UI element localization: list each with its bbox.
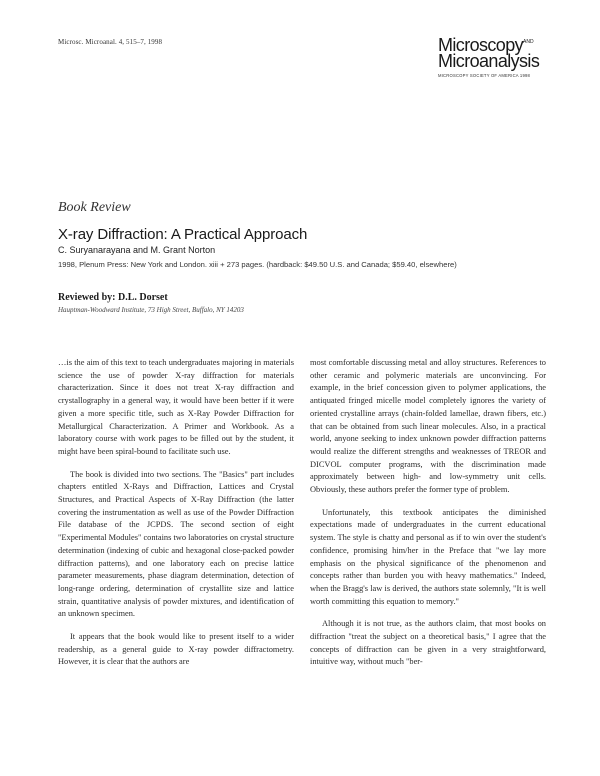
section-label: Book Review <box>58 200 131 215</box>
paragraph: …is the aim of this text to teach undergraduates majoring in materials science the use of powder X-ray diffraction for materials characterization. Since it does not treat X-ray diffraction and crystallography in a general way, it would have been better if it were given a more specific title, such as X-Ray Powder Diffraction for Metallurgical Characterization. A Primer and Workbook. As a laboratory course with work pages to be filled out by the student, it might have been spiral-bound to facilitate such use. <box>58 358 294 456</box>
paragraph: Although it is not true, as the authors claim, that most books on diffraction "treat the subject on a theoretical basis," I agree that the concepts of diffraction can be given in a very straightforward, intuitive way, without much "ber- <box>310 619 546 667</box>
body-column-right <box>310 357 546 669</box>
paragraph: Unfortunately, this textbook anticipates the diminished expectations made of undergraduates in the current educational system. The style is chatty and personal as if to win over the student's confidence, promising him/her in the Preface that "we lay more emphasis on the physical significance of the phenomenon and concepts rather than burden you with heavy mathematics." Indeed, when the Bragg's law is derived, the authors state solemnly, "It is well worth committing this equation to memory." <box>310 507 546 606</box>
paragraph: most comfortable discussing metal and alloy structures. References to other ceramic and polymeric materials are unconvincing. For example, in the brief concession given to polymer applications, the antiquated fringed micelle model completely ignores the variety of oriented crystalline arrays (chain-folded lamellae, drawn fibers, etc.) that can be obtained from such linear molecules. Also, in a practical world, anyone seeking to index unknown powder diffraction patterns would realize the different strengths and weaknesses of TREOR and DICVOL computer programs, with the discrimination made approximately between high- and low-symmetry unit cells. Obviously, these authors prefer the former type of problem. <box>310 358 546 495</box>
logo-tagline: MICROSCOPY SOCIETY OF AMERICA 1998 <box>438 73 531 78</box>
body-column-left <box>58 357 294 669</box>
reviewer-name: Reviewed by: D.L. Dorset <box>58 292 168 303</box>
paragraph: It appears that the book would like to present itself to a wider readership, as a general guide to X-ray powder diffractometry. However, it is clear that the authors are <box>58 632 294 667</box>
logo-line-2: Microanalysis <box>438 51 540 71</box>
publication-info: 1998, Plenum Press: New York and London. xiii + 273 pages. (hardback: $49.50 U.S. and Canada; $59.40, elsewhere) <box>58 260 457 269</box>
journal-logo <box>438 34 568 78</box>
logo-superscript: AND <box>523 39 534 45</box>
paragraph: The book is divided into two sections. The "Basics" part includes chapters entitled X-Rays and Diffraction, Lattices and Crystal Structures, and Practical Aspects of X-Ray Diffraction (the latter covering the instrumentation as well as use of the Powder Diffraction File database of the JCPDS. The second section of eight "Experimental Modules" contains two laboratories on crystal structure determination (indexing of cubic and hexagonal close-packed powder diffraction patterns), and one laboratory each on precise lattice parameter measurements, phase diagram determination, detection of long-range ordering, determination of crystallite size and lattice strain, quantitative analysis of powder mixtures, and identification of an unknown specimen. <box>58 469 294 619</box>
book-authors: C. Suryanarayana and M. Grant Norton <box>58 245 216 255</box>
logo-line-1: Microscopy$^{AND}$ <box>438 35 534 55</box>
reviewer-affiliation: Hauptman-Woodward Institute, 73 High Street, Buffalo, NY 14203 <box>58 306 244 314</box>
journal-citation: Microsc. Microanal. 4, 515–7, 1998 <box>58 38 163 46</box>
article-title: X-ray Diffraction: A Practical Approach <box>58 226 308 243</box>
